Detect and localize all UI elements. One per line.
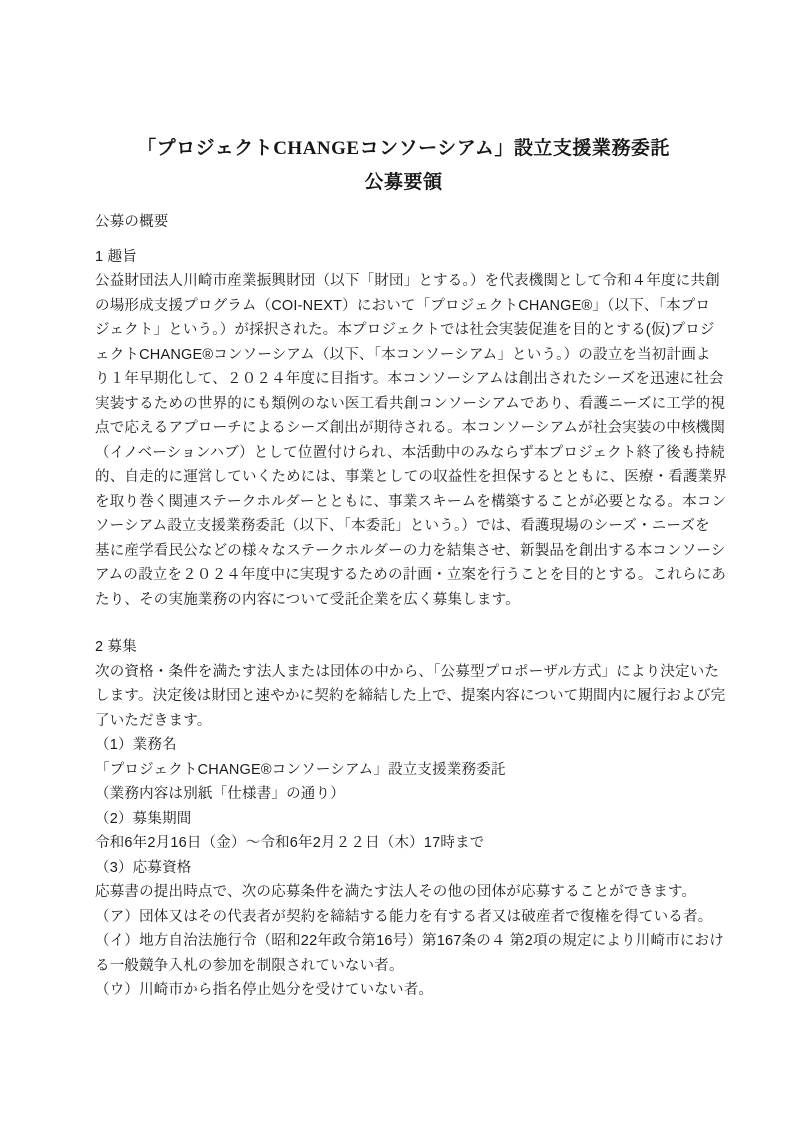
document-title-line: 「プロジェクトCHANGEコンソーシアム」設立支援業務委託 [137, 138, 670, 159]
text-line: （2）募集期間 [95, 810, 192, 827]
text-line: （ウ）川崎市から指名停止処分を受けていない者。 [95, 982, 434, 998]
text-line: 「プロジェクトCHANGE®コンソーシアム」設立支援業務委託 [95, 761, 506, 778]
line-gap [95, 612, 712, 635]
text-line: 了いただきます。 [95, 712, 212, 729]
text-line: る一般競争入札の参加を制限されていない者。 [95, 957, 404, 974]
text-line: ジェクト」という。）が採択された。本プロジェクトでは社会実装促進を目的とする(仮)プロジ [95, 322, 715, 338]
text-line: します。決定後は財団と速やかに契約を締結した上で、提案内容について期間内に履行および完 [95, 688, 726, 704]
document-subtitle-line: 公募要領 [364, 172, 443, 193]
text-line: 令和6年2月16日（金）～令和6年2月２２日（木）17時まで [95, 835, 485, 851]
section-heading: 1 趣旨 [95, 248, 137, 265]
text-line: （ア）団体又はその代表者が契約を締結する能力を有する者又は破産者で復権を得ている者。 [95, 908, 713, 925]
text-line: を取り巻く関連ステークホルダーとともに、事業スキームを構築することが必要となる。本コン [95, 493, 727, 510]
section-heading: 2 募集 [95, 639, 137, 655]
text-line: 実装するための世界的にも類例のない医工看共創コンソーシアムであり、看護ニーズに工学的視 [95, 395, 726, 412]
text-line: 基に産学看民公などの様々なステークホルダーの力を結集させ、新製品を創出する本コンソーシ [95, 542, 726, 559]
text-line: アムの設立を２０２４年度中に実現するための計画・立案を行うことを目的とする。これらにあ [95, 567, 727, 583]
text-line: 公益財団法人川崎市産業振興財団（以下「財団」とする。）を代表機関として令和４年度に共創 [95, 273, 720, 289]
document-body [95, 210, 728, 1003]
document-title [95, 132, 712, 200]
text-line: （3）応募資格 [95, 859, 192, 876]
text-line: り１年早期化して、２０２４年度に目指す。本コンソーシアムは創出されたシーズを迅速に社会 [95, 371, 724, 387]
text-line: （1）業務名 [95, 737, 177, 753]
text-line: ェクトCHANGE®コンソーシアム（以下、「本コンソーシアム」という。）の設立を当初計画よ [95, 346, 711, 363]
text-line: の場形成支援プログラム（COI-NEXT）において「プロジェクトCHANGE®」（以下、「本プロ [95, 297, 711, 314]
text-line: 応募書の提出時点で、次の応募条件を満たす法人その他の団体が応募することができます。 [95, 884, 697, 900]
section-heading: 公募の概要 [95, 214, 169, 230]
text-line: たり、その実施業務の内容について受託企業を広く募集します。 [95, 591, 520, 608]
text-line: （イ）地方自治法施行令（昭和22年政令第16号）第167条の４ 第2項の規定により川崎市におけ [95, 933, 724, 949]
text-line: （イノベーションハブ）として位置付けられ、本活動中のみならず本プロジェクト終了後も持続 [95, 444, 725, 461]
text-line: （業務内容は別紙「仕様書」の通り） [95, 786, 345, 802]
line-gap [95, 235, 712, 245]
text-line: ソーシアム設立支援業務委託（以下、「本委託」という。）では、看護現場のシーズ・ニーズを [95, 518, 710, 534]
text-line: 的、自走的に運営していくためには、事業としての収益性を担保するとともに、医療・看護業界 [95, 469, 728, 485]
text-line: 点で応えるアプローチによるシーズ創出が期待される。本コンソーシアムが社会実装の中核機関 [95, 420, 726, 436]
text-line: 次の資格・条件を満たす法人または団体の中から、「公募型プロポーザル方式」により決定いた [95, 663, 720, 680]
